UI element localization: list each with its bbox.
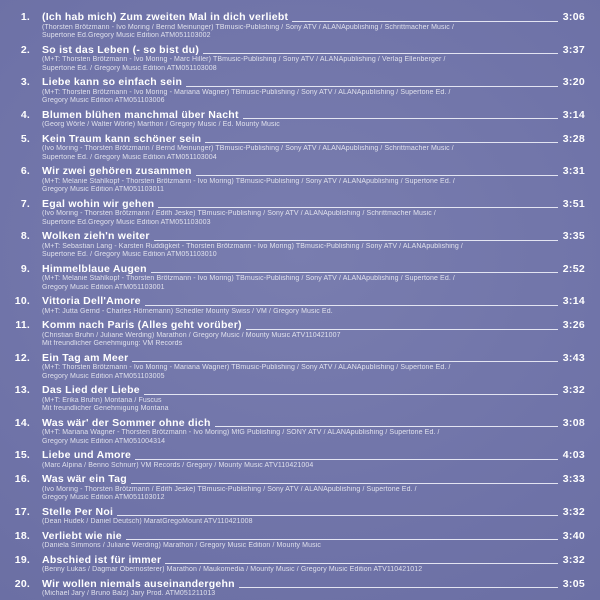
title-rule-line bbox=[215, 426, 558, 427]
track-number: 10. bbox=[14, 295, 30, 307]
track-body bbox=[42, 230, 585, 260]
track-number: 6. bbox=[20, 165, 30, 177]
track-credits bbox=[42, 24, 585, 41]
track-title-row bbox=[42, 319, 585, 331]
track-duration: 3:14 bbox=[562, 108, 585, 121]
credit-line: (Thorsten Brötzmann - Ivo Moring / Bernd Meinunger) TBmusic-Publishing / Sony ATV / ALANApublishing / Schrittmacher Music / bbox=[42, 23, 454, 31]
track-credits bbox=[42, 542, 585, 551]
title-rule-line bbox=[165, 563, 558, 564]
track-title-row bbox=[42, 530, 585, 542]
credit-line: (Ivo Moring - Thorsten Brötzmann / Bernd Meinunger) TBmusic-Publishing / Sony ATV / ALANApublishing / Schrittmacher Music / bbox=[42, 145, 454, 152]
track-row bbox=[0, 449, 585, 470]
track-row bbox=[0, 384, 585, 414]
track-title-row bbox=[42, 76, 585, 88]
track-number: 17. bbox=[14, 505, 30, 518]
title-rule-line bbox=[158, 207, 557, 208]
credit-line: (Ivo Moring - Thorsten Brötzmann / Edith Jeske) TBmusic-Publishing / Sony ATV / ALANApublishing / Supertone Ed. / bbox=[42, 485, 417, 493]
credit-line: (M+T: Thorsten Brötzmann - Ivo Moring - Mariana Wagner) TBmusic-Publishing / Sony ATV / ALANApublishing / Supertone Ed. / bbox=[42, 364, 451, 371]
title-rule-line bbox=[135, 459, 558, 460]
track-body bbox=[42, 384, 585, 414]
track-title: Wir wollen niemals auseinandergehn bbox=[42, 577, 235, 590]
track-number: 7. bbox=[20, 197, 30, 210]
track-title-row bbox=[42, 352, 585, 364]
track-title: Wir zwei gehören zusammen bbox=[42, 165, 192, 177]
track-body bbox=[42, 449, 585, 470]
track-credits bbox=[42, 486, 585, 503]
track-title: Komm nach Paris (Alles geht vorüber) bbox=[42, 319, 242, 331]
track-body bbox=[42, 295, 585, 316]
track-title: Himmelblaue Augen bbox=[42, 262, 147, 275]
track-row bbox=[0, 165, 585, 195]
track-credits bbox=[42, 275, 585, 292]
track-body bbox=[42, 578, 585, 599]
track-row bbox=[0, 295, 585, 316]
track-title: Ein Tag am Meer bbox=[42, 351, 129, 364]
title-rule-line bbox=[203, 53, 558, 54]
credit-line: (Benny Lukas / Dagmar Obernosterer) Marathon / Maukomedia / Mounty Music / Gregory Music Edition ATV110421012 bbox=[42, 566, 423, 573]
track-list bbox=[0, 11, 585, 599]
track-title-row bbox=[42, 449, 585, 461]
track-title: Verliebt wie nie bbox=[42, 529, 122, 542]
credit-line: (M+T: Thorsten Brötzmann - Ivo Moring - Mariana Wagner) TBmusic-Publishing / Sony ATV / ALANApublishing / Supertone Ed. / bbox=[42, 88, 451, 96]
credit-line: (Michael Jary / Bruno Balz) Jary Prod. ATM051211013 bbox=[42, 590, 216, 597]
track-duration: 3:14 bbox=[562, 295, 585, 307]
credit-line: (Dean Hudek / Daniel Deutsch) MaratGregoMount ATV110421008 bbox=[42, 518, 253, 525]
track-row bbox=[0, 11, 585, 41]
track-title: Wolken zieh'n weiter bbox=[42, 230, 150, 242]
title-rule-line bbox=[117, 515, 558, 516]
title-rule-line bbox=[151, 272, 558, 273]
credit-line: Supertone Ed.Gregory Music Edition ATM051103003 bbox=[42, 218, 211, 226]
title-rule-line bbox=[246, 329, 558, 330]
track-number: 11. bbox=[15, 319, 30, 331]
track-row bbox=[0, 263, 585, 293]
track-title-row bbox=[42, 263, 585, 275]
credit-line: Supertone Ed. / Gregory Music Edition ATM051103008 bbox=[42, 64, 217, 72]
track-credits bbox=[42, 566, 585, 575]
credit-line: (M+T: Erika Bruhn) Montana / Fuscus bbox=[42, 396, 162, 404]
track-title-row bbox=[42, 578, 585, 590]
track-credits bbox=[42, 590, 585, 599]
track-credits bbox=[42, 364, 585, 381]
track-row bbox=[0, 319, 585, 349]
title-rule-line bbox=[186, 86, 558, 87]
track-title: Abschied ist für immer bbox=[42, 553, 162, 566]
track-credits bbox=[42, 462, 585, 471]
track-row bbox=[0, 473, 585, 503]
track-body bbox=[42, 44, 585, 74]
track-number: 8. bbox=[20, 230, 30, 242]
track-duration: 3:32 bbox=[562, 384, 585, 396]
track-title-row bbox=[42, 295, 585, 307]
track-credits bbox=[42, 332, 585, 349]
track-number: 3. bbox=[20, 76, 30, 88]
track-body bbox=[42, 530, 585, 551]
title-rule-line bbox=[205, 142, 557, 143]
track-title: Was wär ein Tag bbox=[42, 473, 127, 485]
credit-line: Gregory Music Edition ATM051103012 bbox=[42, 494, 165, 501]
track-number: 15. bbox=[14, 449, 30, 461]
track-duration: 3:32 bbox=[562, 505, 585, 518]
track-title-row bbox=[42, 554, 585, 566]
track-row bbox=[0, 530, 585, 551]
track-title: Liebe und Amore bbox=[42, 449, 132, 461]
track-title-row bbox=[42, 417, 585, 429]
credit-line: Gregory Music Edition ATM051103011 bbox=[42, 186, 165, 193]
credit-line: (M+T: Mariana Wagner - Thorsten Brötzmann - Ivo Moring) MfG Publishing / SONY ATV / ALANApublishing / Supertone Ed. / bbox=[42, 429, 440, 436]
track-number: 13. bbox=[14, 384, 30, 396]
track-duration: 3:51 bbox=[562, 197, 585, 210]
track-title: Was wär' der Sommer ohne dich bbox=[42, 416, 211, 429]
track-credits bbox=[42, 308, 585, 317]
track-number: 19. bbox=[14, 553, 30, 566]
track-duration: 3:37 bbox=[562, 43, 585, 56]
track-duration: 3:35 bbox=[562, 230, 585, 242]
track-body bbox=[42, 198, 585, 228]
track-number: 1. bbox=[20, 11, 30, 23]
track-title-row bbox=[42, 109, 585, 121]
track-title-row bbox=[42, 44, 585, 56]
title-rule-line bbox=[154, 240, 558, 241]
title-rule-line bbox=[239, 587, 558, 588]
track-number: 14. bbox=[14, 416, 30, 429]
credit-line: (Ivo Moring - Thorsten Brötzmann / Edith Jeske) TBmusic-Publishing / Sony ATV / ALANApublishing / Schrittmacher Music / bbox=[42, 210, 436, 217]
track-row bbox=[0, 352, 585, 382]
track-number: 9. bbox=[20, 262, 30, 275]
track-title: Blumen blühen manchmal über Nacht bbox=[42, 108, 239, 121]
credit-line: Gregory Music Edition ATM051103006 bbox=[42, 97, 165, 104]
track-row bbox=[0, 109, 585, 130]
credit-line: Gregory Music Edition ATM051103005 bbox=[42, 372, 165, 380]
track-credits bbox=[42, 121, 585, 130]
title-rule-line bbox=[144, 394, 558, 395]
track-number: 16. bbox=[14, 473, 30, 485]
title-rule-line bbox=[131, 483, 558, 484]
track-credits bbox=[42, 178, 585, 195]
credit-line: (Marc Alpina / Benno Schnurr) VM Records / Gregory / Mounty Music ATV110421004 bbox=[42, 461, 314, 469]
track-title: Kein Traum kann schöner sein bbox=[42, 132, 202, 145]
track-duration: 3:43 bbox=[562, 351, 585, 364]
credit-line: Supertone Ed. / Gregory Music Edition ATM051103010 bbox=[42, 251, 217, 258]
track-duration: 3:05 bbox=[562, 577, 585, 590]
track-duration: 3:20 bbox=[562, 76, 585, 88]
title-rule-line bbox=[126, 539, 558, 540]
track-body bbox=[42, 352, 585, 382]
credit-line: (M+T: Thorsten Brötzmann - Ivo Moring - Marc Hiller) TBmusic-Publishing / Sony ATV / ALANApublishing / Verlag Ellenberger / bbox=[42, 56, 446, 63]
track-title: Das Lied der Liebe bbox=[42, 384, 140, 396]
track-credits bbox=[42, 397, 585, 414]
credit-line: (M+T: Melanie Stahlkopf - Thorsten Brötzmann - Ivo Moring) TBmusic-Publishing / Sony ATV / ALANApublishing / Supertone Ed. / bbox=[42, 177, 455, 185]
track-number: 12. bbox=[14, 351, 30, 364]
track-credits bbox=[42, 89, 585, 106]
track-credits bbox=[42, 429, 585, 446]
track-duration: 4:03 bbox=[562, 449, 585, 461]
credit-line: (M+T: Jutta Gernd - Charles Hörnemann) Schedler Mounty Swiss / VM / Gregory Music Ed. bbox=[42, 307, 333, 315]
track-title-row bbox=[42, 198, 585, 210]
title-rule-line bbox=[132, 361, 557, 362]
track-number: 4. bbox=[20, 108, 30, 121]
track-row bbox=[0, 44, 585, 74]
track-title-row bbox=[42, 133, 585, 145]
track-row bbox=[0, 578, 585, 599]
track-row bbox=[0, 506, 585, 527]
title-rule-line bbox=[196, 175, 558, 176]
track-title-row bbox=[42, 230, 585, 242]
credit-line: (M+T: Sebastian Lang - Karsten Ruddigkeit - Thorsten Brötzmann - Ivo Moring) TBmusic-Publishing / Sony ATV / ALANApublishing / bbox=[42, 242, 463, 250]
credit-line: Mit freundlicher Genehmigung: VM Records bbox=[42, 340, 183, 347]
credit-line: (Daniela Simmons / Juliane Werding) Marathon / Gregory Music Edition / Mounty Music bbox=[42, 542, 321, 549]
track-body bbox=[42, 319, 585, 349]
track-duration: 3:31 bbox=[562, 165, 585, 177]
track-body bbox=[42, 417, 585, 447]
track-title: (Ich hab mich) Zum zweiten Mal in dich verliebt bbox=[42, 11, 289, 23]
credit-line: (Christian Bruhn / Juliane Werding) Marathon / Gregory Music / Mounty Music ATV110421007 bbox=[42, 331, 341, 339]
track-row bbox=[0, 133, 585, 163]
track-title: Egal wohin wir gehen bbox=[42, 197, 155, 210]
track-body bbox=[42, 506, 585, 527]
track-title-row bbox=[42, 473, 585, 485]
credit-line: Gregory Music Edition ATM051103001 bbox=[42, 283, 165, 291]
track-number: 5. bbox=[20, 132, 30, 145]
title-rule-line bbox=[145, 305, 558, 306]
track-row bbox=[0, 198, 585, 228]
credit-line: Mit freundlicher Genehmigung Montana bbox=[42, 405, 169, 412]
track-duration: 3:08 bbox=[562, 416, 585, 429]
track-duration: 3:40 bbox=[562, 529, 585, 542]
track-body bbox=[42, 133, 585, 163]
track-body bbox=[42, 263, 585, 293]
track-title-row bbox=[42, 165, 585, 177]
track-duration: 2:52 bbox=[562, 262, 585, 275]
credit-line: (M+T: Melanie Stahlkopf - Thorsten Brötzmann - Ivo Moring) TBmusic-Publishing / Sony ATV / ALANApublishing / Supertone Ed. / bbox=[42, 275, 455, 282]
credit-line: Supertone Ed.Gregory Music Edition ATM051103002 bbox=[42, 32, 211, 39]
track-body bbox=[42, 109, 585, 130]
track-title-row bbox=[42, 11, 585, 23]
track-number: 18. bbox=[14, 529, 30, 542]
track-row bbox=[0, 417, 585, 447]
track-row bbox=[0, 230, 585, 260]
track-credits bbox=[42, 518, 585, 527]
track-row bbox=[0, 554, 585, 575]
track-credits bbox=[42, 56, 585, 73]
track-number: 2. bbox=[20, 43, 30, 56]
credit-line: Supertone Ed. / Gregory Music Edition ATM051103004 bbox=[42, 153, 217, 161]
track-title: So ist das Leben (- so bist du) bbox=[42, 43, 200, 56]
track-number: 20. bbox=[14, 577, 30, 590]
track-duration: 3:06 bbox=[562, 11, 585, 23]
track-title: Liebe kann so einfach sein bbox=[42, 76, 183, 88]
track-credits bbox=[42, 145, 585, 162]
track-credits bbox=[42, 243, 585, 260]
track-title-row bbox=[42, 506, 585, 518]
track-body bbox=[42, 76, 585, 106]
track-body bbox=[42, 11, 585, 41]
track-body bbox=[42, 165, 585, 195]
track-body bbox=[42, 554, 585, 575]
credit-line: (Georg Wörle / Walter Wörle) Marthon / Gregory Music / Ed. Mounty Music bbox=[42, 121, 280, 128]
track-credits bbox=[42, 210, 585, 227]
track-body bbox=[42, 473, 585, 503]
track-title-row bbox=[42, 384, 585, 396]
track-duration: 3:26 bbox=[562, 319, 585, 331]
track-duration: 3:32 bbox=[562, 553, 585, 566]
track-title: Stelle Per Noi bbox=[42, 505, 114, 518]
title-rule-line bbox=[292, 21, 557, 22]
credit-line: Gregory Music Edition ATM051004314 bbox=[42, 437, 166, 445]
track-duration: 3:33 bbox=[562, 473, 585, 485]
title-rule-line bbox=[243, 118, 558, 119]
track-duration: 3:28 bbox=[562, 132, 585, 145]
track-title: Vittoria Dell'Amore bbox=[42, 295, 141, 307]
track-row bbox=[0, 76, 585, 106]
